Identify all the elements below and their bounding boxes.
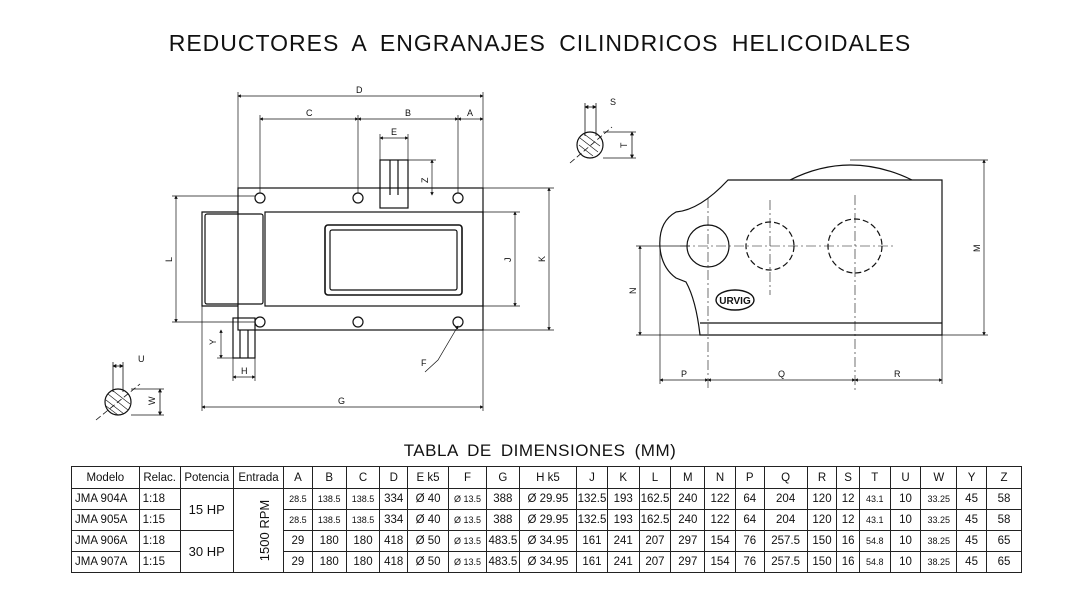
cell-h: Ø 29.95: [519, 489, 576, 510]
header-cell: Q: [764, 467, 807, 489]
cell-q: 257.5: [764, 531, 807, 552]
cell-g: 483.5: [486, 552, 519, 573]
header-cell: W: [921, 467, 957, 489]
cell-p: 76: [735, 531, 764, 552]
header-cell: F: [449, 467, 487, 489]
cell-c: 180: [346, 552, 380, 573]
cell-j: 161: [577, 552, 608, 573]
dim-label-p: P: [681, 369, 688, 379]
table-header-row: [72, 467, 1022, 489]
cell-c: 180: [346, 531, 380, 552]
cell-z: 58: [986, 510, 1021, 531]
housing-left-cap: [202, 212, 238, 306]
cell-r: 150: [807, 531, 837, 552]
cell-y: 45: [957, 489, 987, 510]
header-cell: A: [284, 467, 313, 489]
shaft-section-input: [96, 362, 164, 420]
header-cell: Y: [957, 467, 987, 489]
cell-s: 12: [837, 489, 860, 510]
output-shaft: [380, 160, 408, 208]
header-cell: H k5: [519, 467, 576, 489]
cell-b: 138.5: [312, 489, 346, 510]
dim-label-b: B: [405, 108, 412, 118]
dim-label-r: R: [894, 369, 901, 379]
side-housing: [660, 180, 942, 335]
cell-relac: 1:15: [139, 510, 180, 531]
dimensions-table: [71, 466, 1022, 573]
bolt-hole: [453, 317, 463, 327]
cell-s: 16: [837, 531, 860, 552]
cell-w: 38.25: [921, 531, 957, 552]
cell-t: 54.8: [859, 552, 890, 573]
cell-m: 240: [671, 489, 705, 510]
dim-label-e: E: [391, 127, 398, 137]
dim-label-f: F: [421, 358, 427, 368]
cell-k: 193: [607, 489, 639, 510]
entrada-rpm-label: 1500 RPM: [257, 499, 273, 562]
header-cell: D: [380, 467, 408, 489]
header-cell: Z: [986, 467, 1021, 489]
side-dome: [790, 165, 912, 180]
front-view: [202, 160, 483, 358]
dim-label-u: U: [138, 354, 145, 364]
cell-u: 10: [890, 552, 921, 573]
header-cell: E k5: [408, 467, 449, 489]
cell-k: 241: [607, 552, 639, 573]
cell-w: 38.25: [921, 552, 957, 573]
cell-c: 138.5: [346, 510, 380, 531]
cell-e: Ø 40: [408, 489, 449, 510]
cell-d: 334: [380, 510, 408, 531]
header-cell: M: [671, 467, 705, 489]
cell-h: Ø 34.95: [519, 531, 576, 552]
page-title: REDUCTORES A ENGRANAJES CILINDRICOS HELICOIDALES: [168, 30, 912, 56]
header-cell: Modelo: [72, 467, 140, 489]
bolt-hole: [255, 317, 265, 327]
header-cell: T: [859, 467, 890, 489]
cell-n: 154: [705, 552, 736, 573]
header-cell: N: [705, 467, 736, 489]
cell-modelo: JMA 905A: [72, 510, 140, 531]
header-cell: S: [837, 467, 860, 489]
cell-b: 138.5: [312, 510, 346, 531]
cell-m: 297: [671, 531, 705, 552]
cell-p: 76: [735, 552, 764, 573]
cell-relac: 1:15: [139, 552, 180, 573]
cell-z: 58: [986, 489, 1021, 510]
cell-k: 193: [607, 510, 639, 531]
cell-s: 12: [837, 510, 860, 531]
cell-q: 204: [764, 489, 807, 510]
cell-b: 180: [312, 531, 346, 552]
cell-k: 241: [607, 531, 639, 552]
cell-p: 64: [735, 489, 764, 510]
dim-label-k: K: [537, 255, 547, 262]
cell-t: 43.1: [859, 489, 890, 510]
dim-label-l: L: [164, 256, 174, 262]
header-cell: C: [346, 467, 380, 489]
cell-j: 161: [577, 531, 608, 552]
header-cell: K: [607, 467, 639, 489]
cell-a: 29: [284, 531, 313, 552]
cell-s: 16: [837, 552, 860, 573]
cell-f: Ø 13.5: [449, 489, 487, 510]
cell-relac: 1:18: [139, 531, 180, 552]
cell-d: 418: [380, 531, 408, 552]
cell-f: Ø 13.5: [449, 552, 487, 573]
header-cell: L: [639, 467, 671, 489]
cell-t: 43.1: [859, 510, 890, 531]
cell-q: 257.5: [764, 552, 807, 573]
cell-entrada: [233, 489, 283, 573]
dim-label-y: Y: [208, 338, 218, 345]
cell-d: 334: [380, 489, 408, 510]
header-cell: J: [577, 467, 608, 489]
cell-d: 418: [380, 552, 408, 573]
bolt-hole: [255, 193, 265, 203]
input-shaft: [233, 318, 255, 358]
cell-u: 10: [890, 531, 921, 552]
cell-w: 33.25: [921, 510, 957, 531]
cell-e: Ø 50: [408, 552, 449, 573]
logo-text: URVIG: [719, 296, 751, 307]
cell-modelo: JMA 907A: [72, 552, 140, 573]
header-cell: G: [486, 467, 519, 489]
bolt-hole: [353, 317, 363, 327]
cell-relac: 1:18: [139, 489, 180, 510]
header-cell: Entrada: [233, 467, 283, 489]
cell-n: 154: [705, 531, 736, 552]
bolt-hole: [453, 193, 463, 203]
cell-h: Ø 29.95: [519, 510, 576, 531]
cell-e: Ø 50: [408, 531, 449, 552]
dim-label-g: G: [338, 396, 346, 406]
cell-r: 120: [807, 489, 837, 510]
cell-y: 45: [957, 510, 987, 531]
header-cell: U: [890, 467, 921, 489]
cell-potencia: 15 HP: [180, 489, 233, 531]
housing-inner: [265, 212, 483, 306]
dim-label-w: W: [147, 396, 157, 405]
header-cell: B: [312, 467, 346, 489]
shaft-section-output: [570, 103, 636, 163]
cell-r: 120: [807, 510, 837, 531]
cell-c: 138.5: [346, 489, 380, 510]
cell-g: 388: [486, 489, 519, 510]
cell-z: 65: [986, 552, 1021, 573]
cell-p: 64: [735, 510, 764, 531]
cell-m: 297: [671, 552, 705, 573]
dim-label-z: Z: [420, 177, 430, 183]
cell-g: 483.5: [486, 531, 519, 552]
cell-a: 28.5: [284, 510, 313, 531]
side-view: [660, 165, 942, 335]
cell-t: 54.8: [859, 531, 890, 552]
cell-j: 132.5: [577, 510, 608, 531]
cell-y: 45: [957, 531, 987, 552]
cell-q: 204: [764, 510, 807, 531]
table-row: [72, 489, 1022, 510]
bolt-hole: [353, 193, 363, 203]
header-cell: R: [807, 467, 837, 489]
dim-label-d: D: [356, 85, 363, 95]
table-title: TABLA DE DIMENSIONES (MM): [403, 441, 677, 460]
cell-u: 10: [890, 489, 921, 510]
header-cell: Relac.: [139, 467, 180, 489]
cell-y: 45: [957, 552, 987, 573]
cell-r: 150: [807, 552, 837, 573]
dim-label-a: A: [467, 108, 474, 118]
cell-h: Ø 34.95: [519, 552, 576, 573]
cell-a: 29: [284, 552, 313, 573]
dim-label-t: T: [619, 142, 629, 148]
cell-n: 122: [705, 489, 736, 510]
cell-u: 10: [890, 510, 921, 531]
inspection-window: [325, 225, 462, 295]
cell-modelo: JMA 904A: [72, 489, 140, 510]
cell-f: Ø 13.5: [449, 510, 487, 531]
cell-z: 65: [986, 531, 1021, 552]
cell-w: 33.25: [921, 489, 957, 510]
cell-j: 132.5: [577, 489, 608, 510]
dim-label-s: S: [610, 97, 617, 107]
cell-a: 28.5: [284, 489, 313, 510]
cell-b: 180: [312, 552, 346, 573]
cell-n: 122: [705, 510, 736, 531]
header-cell: Potencia: [180, 467, 233, 489]
cell-e: Ø 40: [408, 510, 449, 531]
cell-m: 240: [671, 510, 705, 531]
cell-l: 207: [639, 531, 671, 552]
cell-modelo: JMA 906A: [72, 531, 140, 552]
cell-l: 162.5: [639, 510, 671, 531]
cell-f: Ø 13.5: [449, 531, 487, 552]
cell-l: 162.5: [639, 489, 671, 510]
dim-label-n: N: [628, 287, 638, 294]
dim-label-h: H: [241, 366, 248, 376]
dim-label-c: C: [306, 108, 313, 118]
dim-label-j: J: [503, 257, 513, 262]
header-cell: P: [735, 467, 764, 489]
table-row: [72, 531, 1022, 552]
dim-label-q: Q: [778, 369, 786, 379]
cell-g: 388: [486, 510, 519, 531]
housing-outline: [238, 188, 483, 330]
cell-potencia: 30 HP: [180, 531, 233, 573]
dim-label-m: M: [972, 244, 982, 252]
cell-l: 207: [639, 552, 671, 573]
